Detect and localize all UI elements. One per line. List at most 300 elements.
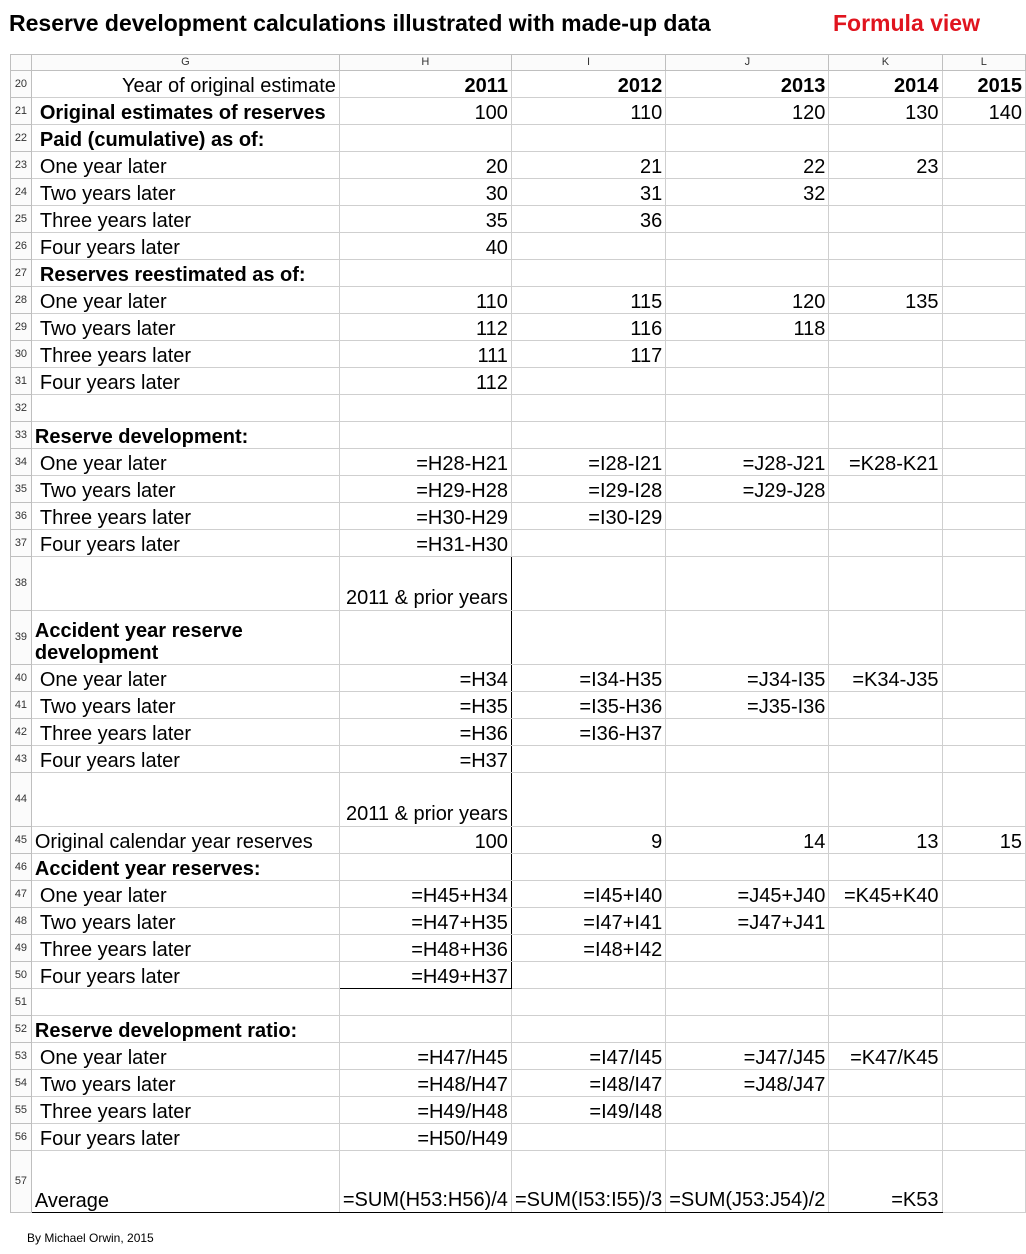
cell-l38[interactable] xyxy=(942,557,1025,611)
cell-k22[interactable] xyxy=(829,125,942,152)
cell-l23[interactable] xyxy=(942,152,1025,179)
cell-g49[interactable]: Three years later xyxy=(31,935,339,962)
cell-l50[interactable] xyxy=(942,962,1025,989)
cell-l25[interactable] xyxy=(942,206,1025,233)
cell-l49[interactable] xyxy=(942,935,1025,962)
cell-i25[interactable]: 36 xyxy=(511,206,665,233)
cell-k30[interactable] xyxy=(829,341,942,368)
cell-k44[interactable] xyxy=(829,773,942,827)
cell-j26[interactable] xyxy=(666,233,829,260)
cell-i41[interactable]: =I35-H36 xyxy=(511,692,665,719)
cell-l20[interactable]: 2015 xyxy=(942,71,1025,98)
row-header-50[interactable]: 50 xyxy=(11,962,32,989)
cell-i44[interactable] xyxy=(511,773,665,827)
cell-l44[interactable] xyxy=(942,773,1025,827)
cell-l36[interactable] xyxy=(942,503,1025,530)
cell-k37[interactable] xyxy=(829,530,942,557)
cell-j20[interactable]: 2013 xyxy=(666,71,829,98)
sheet-row-52 xyxy=(11,1016,1026,1043)
cell-h27[interactable] xyxy=(339,260,511,287)
cell-k46[interactable] xyxy=(829,854,942,881)
cell-h37[interactable]: =H31-H30 xyxy=(339,530,511,557)
cell-h51[interactable] xyxy=(339,989,511,1016)
cell-h28[interactable]: 110 xyxy=(339,287,511,314)
row-header-27[interactable]: 27 xyxy=(11,260,32,287)
cell-i50[interactable] xyxy=(511,962,665,989)
cell-j37[interactable] xyxy=(666,530,829,557)
cell-k24[interactable] xyxy=(829,179,942,206)
cell-h36[interactable]: =H30-H29 xyxy=(339,503,511,530)
row-header-36[interactable]: 36 xyxy=(11,503,32,530)
cell-k40[interactable]: =K34-J35 xyxy=(829,665,942,692)
cell-g38[interactable] xyxy=(31,557,339,611)
cell-h23[interactable]: 20 xyxy=(339,152,511,179)
cell-i54[interactable]: =I48/I47 xyxy=(511,1070,665,1097)
sheet-row-50 xyxy=(11,962,1026,989)
cell-g56[interactable]: Four years later xyxy=(31,1124,339,1151)
cell-l33[interactable] xyxy=(942,422,1025,449)
cell-h41[interactable]: =H35 xyxy=(339,692,511,719)
cell-j43[interactable] xyxy=(666,746,829,773)
cell-k42[interactable] xyxy=(829,719,942,746)
cell-j22[interactable] xyxy=(666,125,829,152)
cell-h20[interactable]: 2011 xyxy=(339,71,511,98)
cell-i34[interactable]: =I28-I21 xyxy=(511,449,665,476)
cell-i35[interactable]: =I29-I28 xyxy=(511,476,665,503)
cell-i22[interactable] xyxy=(511,125,665,152)
cell-h50[interactable]: =H49+H37 xyxy=(339,962,511,989)
cell-i20[interactable]: 2012 xyxy=(511,71,665,98)
cell-k47[interactable]: =K45+K40 xyxy=(829,881,942,908)
cell-l52[interactable] xyxy=(942,1016,1025,1043)
cell-g23[interactable]: One year later xyxy=(31,152,339,179)
cell-g44[interactable] xyxy=(31,773,339,827)
cell-l26[interactable] xyxy=(942,233,1025,260)
cell-j40[interactable]: =J34-I35 xyxy=(666,665,829,692)
cell-i55[interactable]: =I49/I48 xyxy=(511,1097,665,1124)
cell-l22[interactable] xyxy=(942,125,1025,152)
cell-h48[interactable]: =H47+H35 xyxy=(339,908,511,935)
cell-k43[interactable] xyxy=(829,746,942,773)
cell-g40[interactable]: One year later xyxy=(31,665,339,692)
cell-g28[interactable]: One year later xyxy=(31,287,339,314)
cell-g21[interactable]: Original estimates of reserves xyxy=(31,98,339,125)
sheet-row-49 xyxy=(11,935,1026,962)
cell-g27[interactable]: Reserves reestimated as of: xyxy=(31,260,339,287)
cell-j57[interactable]: =SUM(J53:J54)/2 xyxy=(666,1151,829,1213)
row-header-47[interactable]: 47 xyxy=(11,881,32,908)
cell-k32[interactable] xyxy=(829,395,942,422)
cell-i42[interactable]: =I36-H37 xyxy=(511,719,665,746)
row-header-55[interactable]: 55 xyxy=(11,1097,32,1124)
cell-j39[interactable] xyxy=(666,611,829,665)
sheet-row-41 xyxy=(11,692,1026,719)
column-header-l[interactable]: L xyxy=(942,55,1025,71)
cell-j28[interactable]: 120 xyxy=(666,287,829,314)
sheet-row-27 xyxy=(11,260,1026,287)
cell-g32[interactable] xyxy=(31,395,339,422)
cell-g48[interactable]: Two years later xyxy=(31,908,339,935)
cell-g35[interactable]: Two years later xyxy=(31,476,339,503)
column-header-j[interactable]: J xyxy=(666,55,829,71)
cell-l41[interactable] xyxy=(942,692,1025,719)
cell-h44[interactable]: 2011 & prior years xyxy=(339,773,511,827)
cell-j34[interactable]: =J28-J21 xyxy=(666,449,829,476)
sheet-row-38 xyxy=(11,557,1026,611)
cell-j46[interactable] xyxy=(666,854,829,881)
cell-l51[interactable] xyxy=(942,989,1025,1016)
cell-j53[interactable]: =J47/J45 xyxy=(666,1043,829,1070)
row-header-52[interactable]: 52 xyxy=(11,1016,32,1043)
sheet-row-33 xyxy=(11,422,1026,449)
cell-j29[interactable]: 118 xyxy=(666,314,829,341)
row-header-21[interactable]: 21 xyxy=(11,98,32,125)
row-header-40[interactable]: 40 xyxy=(11,665,32,692)
cell-h45[interactable]: 100 xyxy=(339,827,511,854)
cell-l48[interactable] xyxy=(942,908,1025,935)
cell-j44[interactable] xyxy=(666,773,829,827)
sheet-row-34 xyxy=(11,449,1026,476)
cell-k45[interactable]: 13 xyxy=(829,827,942,854)
cell-h46[interactable] xyxy=(339,854,511,881)
sheet-row-20 xyxy=(11,71,1026,98)
cell-j30[interactable] xyxy=(666,341,829,368)
cell-j50[interactable] xyxy=(666,962,829,989)
cell-k27[interactable] xyxy=(829,260,942,287)
cell-k57[interactable]: =K53 xyxy=(829,1151,942,1213)
cell-i26[interactable] xyxy=(511,233,665,260)
row-header-20[interactable]: 20 xyxy=(11,71,32,98)
sheet-row-35 xyxy=(11,476,1026,503)
cell-g52[interactable]: Reserve development ratio: xyxy=(31,1016,339,1043)
cell-k26[interactable] xyxy=(829,233,942,260)
sheet-row-44 xyxy=(11,773,1026,827)
cell-l47[interactable] xyxy=(942,881,1025,908)
cell-k35[interactable] xyxy=(829,476,942,503)
select-all-corner[interactable] xyxy=(11,55,32,71)
cell-l54[interactable] xyxy=(942,1070,1025,1097)
cell-i40[interactable]: =I34-H35 xyxy=(511,665,665,692)
row-header-34[interactable]: 34 xyxy=(11,449,32,476)
cell-h47[interactable]: =H45+H34 xyxy=(339,881,511,908)
cell-i37[interactable] xyxy=(511,530,665,557)
cell-k52[interactable] xyxy=(829,1016,942,1043)
row-header-23[interactable]: 23 xyxy=(11,152,32,179)
cell-i56[interactable] xyxy=(511,1124,665,1151)
cell-l37[interactable] xyxy=(942,530,1025,557)
cell-i21[interactable]: 110 xyxy=(511,98,665,125)
cell-h55[interactable]: =H49/H48 xyxy=(339,1097,511,1124)
cell-l28[interactable] xyxy=(942,287,1025,314)
cell-k23[interactable]: 23 xyxy=(829,152,942,179)
cell-j23[interactable]: 22 xyxy=(666,152,829,179)
sheet-row-25 xyxy=(11,206,1026,233)
cell-j32[interactable] xyxy=(666,395,829,422)
cell-l29[interactable] xyxy=(942,314,1025,341)
cell-k20[interactable]: 2014 xyxy=(829,71,942,98)
cell-g46[interactable]: Accident year reserves: xyxy=(31,854,339,881)
cell-k38[interactable] xyxy=(829,557,942,611)
cell-h29[interactable]: 112 xyxy=(339,314,511,341)
row-header-31[interactable]: 31 xyxy=(11,368,32,395)
cell-g31[interactable]: Four years later xyxy=(31,368,339,395)
cell-h42[interactable]: =H36 xyxy=(339,719,511,746)
cell-g41[interactable]: Two years later xyxy=(31,692,339,719)
cell-g45[interactable]: Original calendar year reserves xyxy=(31,827,339,854)
row-header-54[interactable]: 54 xyxy=(11,1070,32,1097)
cell-l45[interactable]: 15 xyxy=(942,827,1025,854)
cell-g25[interactable]: Three years later xyxy=(31,206,339,233)
sheet-row-40 xyxy=(11,665,1026,692)
cell-h21[interactable]: 100 xyxy=(339,98,511,125)
cell-g37[interactable]: Four years later xyxy=(31,530,339,557)
sheet-row-21 xyxy=(11,98,1026,125)
row-header-28[interactable]: 28 xyxy=(11,287,32,314)
cell-k34[interactable]: =K28-K21 xyxy=(829,449,942,476)
cell-g55[interactable]: Three years later xyxy=(31,1097,339,1124)
cell-i51[interactable] xyxy=(511,989,665,1016)
cell-h56[interactable]: =H50/H49 xyxy=(339,1124,511,1151)
cell-g51[interactable] xyxy=(31,989,339,1016)
row-header-22[interactable]: 22 xyxy=(11,125,32,152)
cell-i24[interactable]: 31 xyxy=(511,179,665,206)
sheet-row-42 xyxy=(11,719,1026,746)
cell-h32[interactable] xyxy=(339,395,511,422)
cell-l31[interactable] xyxy=(942,368,1025,395)
spreadsheet-grid xyxy=(10,54,1026,1213)
cell-h39[interactable] xyxy=(339,611,511,665)
row-header-57[interactable]: 57 xyxy=(11,1151,32,1213)
cell-i27[interactable] xyxy=(511,260,665,287)
cell-j36[interactable] xyxy=(666,503,829,530)
row-header-39[interactable]: 39 xyxy=(11,611,32,665)
cell-k53[interactable]: =K47/K45 xyxy=(829,1043,942,1070)
cell-i48[interactable]: =I47+I41 xyxy=(511,908,665,935)
cell-j25[interactable] xyxy=(666,206,829,233)
sheet-row-32 xyxy=(11,395,1026,422)
sheet-row-54 xyxy=(11,1070,1026,1097)
row-header-46[interactable]: 46 xyxy=(11,854,32,881)
cell-k31[interactable] xyxy=(829,368,942,395)
cell-i31[interactable] xyxy=(511,368,665,395)
row-header-41[interactable]: 41 xyxy=(11,692,32,719)
cell-j41[interactable]: =J35-I36 xyxy=(666,692,829,719)
row-header-56[interactable]: 56 xyxy=(11,1124,32,1151)
sheet-row-53 xyxy=(11,1043,1026,1070)
cell-j52[interactable] xyxy=(666,1016,829,1043)
cell-g43[interactable]: Four years later xyxy=(31,746,339,773)
cell-l40[interactable] xyxy=(942,665,1025,692)
sheet-row-46 xyxy=(11,854,1026,881)
cell-g33[interactable]: Reserve development: xyxy=(31,422,339,449)
cell-h43[interactable]: =H37 xyxy=(339,746,511,773)
cell-k48[interactable] xyxy=(829,908,942,935)
cell-j42[interactable] xyxy=(666,719,829,746)
cell-i32[interactable] xyxy=(511,395,665,422)
cell-h22[interactable] xyxy=(339,125,511,152)
cell-l21[interactable]: 140 xyxy=(942,98,1025,125)
cell-j55[interactable] xyxy=(666,1097,829,1124)
cell-l24[interactable] xyxy=(942,179,1025,206)
row-header-26[interactable]: 26 xyxy=(11,233,32,260)
cell-g24[interactable]: Two years later xyxy=(31,179,339,206)
cell-j51[interactable] xyxy=(666,989,829,1016)
row-header-24[interactable]: 24 xyxy=(11,179,32,206)
column-header-row xyxy=(11,55,1026,71)
cell-g57[interactable]: Average xyxy=(31,1151,339,1213)
cell-k56[interactable] xyxy=(829,1124,942,1151)
cell-k54[interactable] xyxy=(829,1070,942,1097)
cell-j49[interactable] xyxy=(666,935,829,962)
cell-i52[interactable] xyxy=(511,1016,665,1043)
row-header-29[interactable]: 29 xyxy=(11,314,32,341)
cell-k33[interactable] xyxy=(829,422,942,449)
cell-j48[interactable]: =J47+J41 xyxy=(666,908,829,935)
row-header-25[interactable]: 25 xyxy=(11,206,32,233)
cell-l32[interactable] xyxy=(942,395,1025,422)
cell-j21[interactable]: 120 xyxy=(666,98,829,125)
cell-l56[interactable] xyxy=(942,1124,1025,1151)
cell-h38[interactable]: 2011 & prior years xyxy=(339,557,511,611)
cell-i36[interactable]: =I30-I29 xyxy=(511,503,665,530)
cell-i53[interactable]: =I47/I45 xyxy=(511,1043,665,1070)
cell-k39[interactable] xyxy=(829,611,942,665)
cell-j35[interactable]: =J29-J28 xyxy=(666,476,829,503)
row-header-45[interactable]: 45 xyxy=(11,827,32,854)
cell-h49[interactable]: =H48+H36 xyxy=(339,935,511,962)
row-header-38[interactable]: 38 xyxy=(11,557,32,611)
cell-l57[interactable] xyxy=(942,1151,1025,1213)
column-header-g[interactable]: G xyxy=(31,55,339,71)
row-header-30[interactable]: 30 xyxy=(11,341,32,368)
column-header-i[interactable]: I xyxy=(511,55,665,71)
cell-k51[interactable] xyxy=(829,989,942,1016)
cell-l42[interactable] xyxy=(942,719,1025,746)
cell-k21[interactable]: 130 xyxy=(829,98,942,125)
cell-j45[interactable]: 14 xyxy=(666,827,829,854)
row-header-33[interactable]: 33 xyxy=(11,422,32,449)
cell-i43[interactable] xyxy=(511,746,665,773)
cell-j24[interactable]: 32 xyxy=(666,179,829,206)
cell-i30[interactable]: 117 xyxy=(511,341,665,368)
cell-i47[interactable]: =I45+I40 xyxy=(511,881,665,908)
cell-k49[interactable] xyxy=(829,935,942,962)
cell-h35[interactable]: =H29-H28 xyxy=(339,476,511,503)
sheet-body xyxy=(11,71,1026,1213)
cell-g50[interactable]: Four years later xyxy=(31,962,339,989)
cell-l43[interactable] xyxy=(942,746,1025,773)
cell-h33[interactable] xyxy=(339,422,511,449)
cell-i57[interactable]: =SUM(I53:I55)/3 xyxy=(511,1151,665,1213)
row-header-32[interactable]: 32 xyxy=(11,395,32,422)
cell-l27[interactable] xyxy=(942,260,1025,287)
sheet-row-39 xyxy=(11,611,1026,665)
cell-g34[interactable]: One year later xyxy=(31,449,339,476)
cell-h30[interactable]: 111 xyxy=(339,341,511,368)
cell-h40[interactable]: =H34 xyxy=(339,665,511,692)
sheet-row-24 xyxy=(11,179,1026,206)
cell-h26[interactable]: 40 xyxy=(339,233,511,260)
cell-j54[interactable]: =J48/J47 xyxy=(666,1070,829,1097)
row-header-48[interactable]: 48 xyxy=(11,908,32,935)
row-header-44[interactable]: 44 xyxy=(11,773,32,827)
cell-j33[interactable] xyxy=(666,422,829,449)
cell-g39[interactable]: Accident year reserve development xyxy=(31,611,339,665)
cell-j47[interactable]: =J45+J40 xyxy=(666,881,829,908)
cell-j38[interactable] xyxy=(666,557,829,611)
cell-k36[interactable] xyxy=(829,503,942,530)
cell-g47[interactable]: One year later xyxy=(31,881,339,908)
cell-i29[interactable]: 116 xyxy=(511,314,665,341)
cell-i45[interactable]: 9 xyxy=(511,827,665,854)
cell-i23[interactable]: 21 xyxy=(511,152,665,179)
cell-l46[interactable] xyxy=(942,854,1025,881)
cell-h52[interactable] xyxy=(339,1016,511,1043)
row-header-35[interactable]: 35 xyxy=(11,476,32,503)
cell-i46[interactable] xyxy=(511,854,665,881)
sheet-row-56 xyxy=(11,1124,1026,1151)
cell-g54[interactable]: Two years later xyxy=(31,1070,339,1097)
cell-k25[interactable] xyxy=(829,206,942,233)
row-header-37[interactable]: 37 xyxy=(11,530,32,557)
cell-l55[interactable] xyxy=(942,1097,1025,1124)
cell-k28[interactable]: 135 xyxy=(829,287,942,314)
cell-i28[interactable]: 115 xyxy=(511,287,665,314)
cell-j56[interactable] xyxy=(666,1124,829,1151)
cell-i39[interactable] xyxy=(511,611,665,665)
cell-g22[interactable]: Paid (cumulative) as of: xyxy=(31,125,339,152)
sheet-row-26 xyxy=(11,233,1026,260)
cell-i49[interactable]: =I48+I42 xyxy=(511,935,665,962)
row-header-51[interactable]: 51 xyxy=(11,989,32,1016)
cell-h31[interactable]: 112 xyxy=(339,368,511,395)
cell-k50[interactable] xyxy=(829,962,942,989)
cell-j27[interactable] xyxy=(666,260,829,287)
cell-l39[interactable] xyxy=(942,611,1025,665)
cell-l53[interactable] xyxy=(942,1043,1025,1070)
cell-k41[interactable] xyxy=(829,692,942,719)
cell-k29[interactable] xyxy=(829,314,942,341)
cell-i33[interactable] xyxy=(511,422,665,449)
cell-l35[interactable] xyxy=(942,476,1025,503)
cell-g30[interactable]: Three years later xyxy=(31,341,339,368)
cell-g36[interactable]: Three years later xyxy=(31,503,339,530)
cell-g53[interactable]: One year later xyxy=(31,1043,339,1070)
cell-g29[interactable]: Two years later xyxy=(31,314,339,341)
cell-h34[interactable]: =H28-H21 xyxy=(339,449,511,476)
cell-g20[interactable]: Year of original estimate xyxy=(31,71,339,98)
cell-h53[interactable]: =H47/H45 xyxy=(339,1043,511,1070)
cell-k55[interactable] xyxy=(829,1097,942,1124)
cell-i38[interactable] xyxy=(511,557,665,611)
cell-g26[interactable]: Four years later xyxy=(31,233,339,260)
cell-j31[interactable] xyxy=(666,368,829,395)
row-header-53[interactable]: 53 xyxy=(11,1043,32,1070)
cell-g42[interactable]: Three years later xyxy=(31,719,339,746)
row-header-42[interactable]: 42 xyxy=(11,719,32,746)
cell-h24[interactable]: 30 xyxy=(339,179,511,206)
sheet-row-47 xyxy=(11,881,1026,908)
cell-h25[interactable]: 35 xyxy=(339,206,511,233)
column-header-h[interactable]: H xyxy=(339,55,511,71)
cell-h57[interactable]: =SUM(H53:H56)/4 xyxy=(339,1151,511,1213)
cell-l30[interactable] xyxy=(942,341,1025,368)
cell-h54[interactable]: =H48/H47 xyxy=(339,1070,511,1097)
cell-l34[interactable] xyxy=(942,449,1025,476)
row-header-43[interactable]: 43 xyxy=(11,746,32,773)
column-header-k[interactable]: K xyxy=(829,55,942,71)
row-header-49[interactable]: 49 xyxy=(11,935,32,962)
